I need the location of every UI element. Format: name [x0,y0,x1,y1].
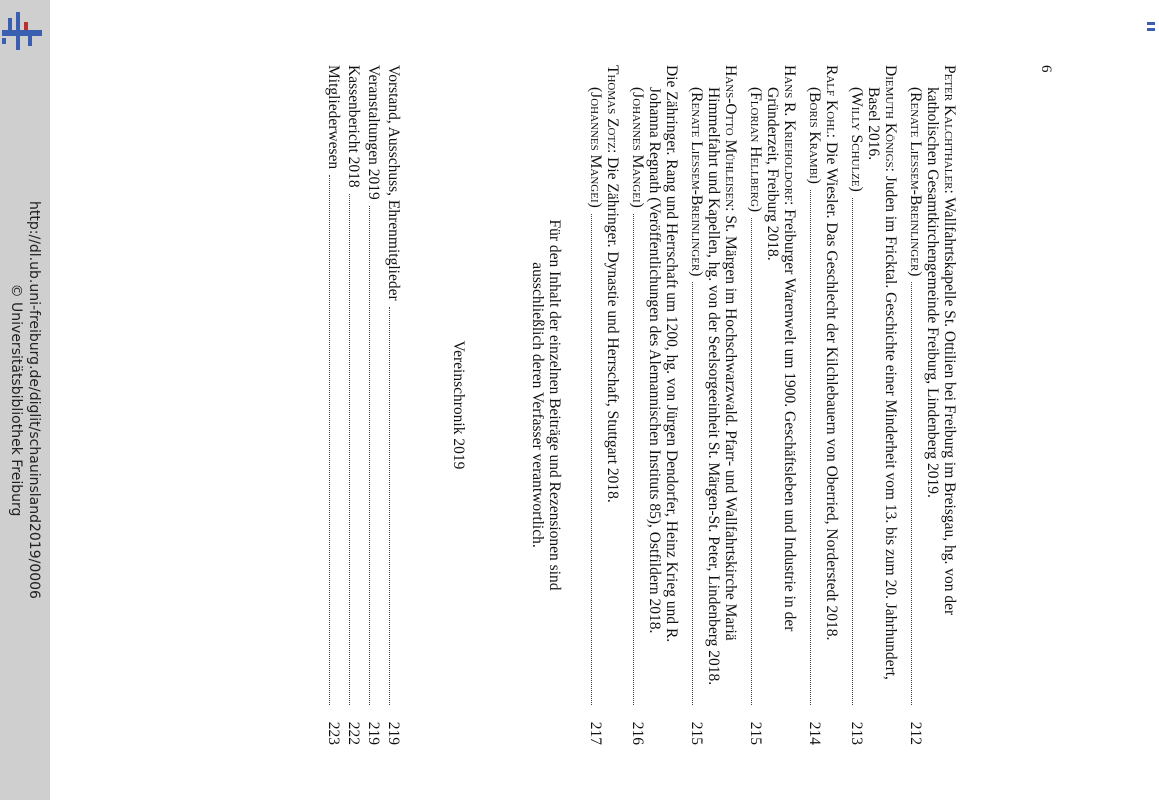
responsibility-note: Für den Inhalt der einzelnen Beiträge und Rezensionen sind ausschließlich deren Verfasser verantwortlich. [529,219,563,591]
entry-title: : Juden im Fricktal. Geschichte einer Minderheit vom 13. bis zum 20. Jahrhundert, Basel 2016. [865,87,899,680]
leader-dots [349,194,351,705]
chronik-page: 223 [325,721,342,745]
leader-dots [633,214,635,705]
chronik-page: 222 [345,721,362,745]
review-entry [806,65,840,745]
entry-citation [924,65,958,745]
entry-reviewer: (Boris Krambi) [806,87,823,184]
review-entry [587,65,621,745]
entry-citation [646,65,680,745]
entry-citation [705,65,739,745]
leader-dots [591,214,593,705]
leader-dots [852,198,854,705]
chronik-list [325,65,402,745]
entry-title: : St. Märgen im Hochschwarzwald. Pfarr- und Wallfahrtskirche Mariä Himmelfahrt und Kapellen, hg. von der Seelsorgeeinheit St. Märgen-St. Peter, Lindenberg 2018. [705,87,739,686]
entry-citation [823,65,840,745]
leader-dots [751,218,753,705]
leader-dots [389,307,391,705]
review-entry [848,65,899,745]
leader-dots [911,282,913,705]
book-page [140,55,1070,745]
entry-reviewer: (Florian Hellberg) [747,87,764,213]
entry-reviewer-line [747,65,764,745]
chronik-page: 219 [385,721,402,745]
entry-author: Diemuth Königs [882,65,899,168]
entry-citation [764,65,798,745]
entry-reviewer-line [688,65,705,745]
entry-reviewer-line [907,65,924,745]
entry-citation [604,65,621,745]
page-number: 6 [1038,65,1054,73]
chronik-item [345,65,362,745]
entry-author: Hans R. Krieholdorf [781,65,798,202]
chronik-item [385,65,402,745]
entry-page: 214 [806,721,823,745]
viewer-source-info [7,0,43,800]
entry-title: Die Zähringer. Rang und Herrschaft um 1200, hg. von Jürgen Dendorfer, Heinz Krieg und R. Johanna Regnath (Veröffentlichungen des Alemannischen Instituts 85), Ostfildern 2018. [646,65,680,643]
leader-dots [810,190,812,705]
entry-reviewer: (Johannes Mangei) [629,87,646,208]
entry-author: Ralf Kohl [823,65,840,134]
entry-page: 215 [688,721,705,745]
entry-reviewer: (Willy Schulze) [848,87,865,192]
copyright-notice: © Universitätsbibliothek Freiburg [8,283,24,517]
entry-title: : Die Wiesler. Das Geschlecht der Kilchlebauern von Oberried, Norderstedt 2018. [823,133,840,641]
entry-page: 215 [747,721,764,745]
entry-page: 212 [907,721,924,745]
entry-title: : Die Zähringer. Dynastie und Herrschaft, Stuttgart 2018. [604,148,621,503]
source-url[interactable]: http://dl.ub.uni-freiburg.de/diglit/schauinsland2019/0006 [26,201,42,599]
entry-author: Peter Kalchthaler [941,65,958,190]
entry-title: : Wallfahrtskapelle St. Ottilien bei Freiburg im Breisgau, hg. von der katholischen Gesamtkirchengemeinde Freiburg, Lindenberg 2019. [924,87,958,616]
review-entries [587,65,958,745]
table-of-contents [322,65,958,745]
review-entry [907,65,958,745]
entry-title: : Freiburger Warenwelt um 1900. Geschäftsleben und Industrie in der Gründerzeit, Freiburg 2018. [764,87,798,632]
chronik-label: Kassenbericht 2018 [345,65,362,188]
leader-dots [329,175,331,705]
entry-citation [865,65,899,745]
entry-page: 217 [587,721,604,745]
entry-reviewer: (Renate Liessem-Breinlinger) [688,87,705,277]
chronik-item [365,65,382,745]
entry-author: Thomas Zotz [604,65,621,149]
review-entry [629,65,680,745]
chronik-label: Veranstaltungen 2019 [365,65,382,200]
entry-reviewer-line [806,65,823,745]
entry-reviewer-line [587,65,604,745]
entry-page: 216 [629,721,646,745]
chronik-label: Vorstand, Ausschuss, Ehrenmitglieder [385,65,402,301]
leader-dots [369,206,371,705]
entry-reviewer-line [848,65,865,745]
entry-author: Hans-Otto Mühleisen [722,65,739,208]
chronik-label: Mitgliederwesen [325,65,342,170]
chronik-item [325,65,342,745]
entry-reviewer: (Johannes Mangei) [587,87,604,208]
review-entry [747,65,798,745]
entry-page: 213 [848,721,865,745]
entry-reviewer: (Renate Liessem-Breinlinger) [907,87,924,277]
viewer-sidebar [0,0,50,800]
chronik-heading: Vereinschronik 2019 [450,340,467,470]
review-entry [688,65,739,745]
corner-bars-icon [1147,22,1155,38]
entry-reviewer-line [629,65,646,745]
leader-dots [692,282,694,705]
chronik-page: 219 [365,721,382,745]
